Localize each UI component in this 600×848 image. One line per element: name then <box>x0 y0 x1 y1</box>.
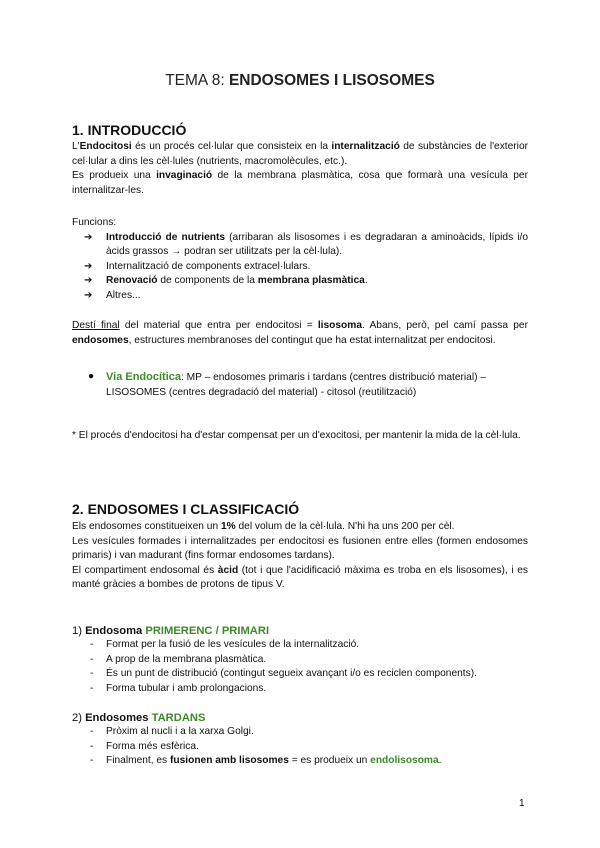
funcions-label: Funcions: <box>72 217 117 228</box>
list-item: - A prop de la membrana plasmàtica. <box>90 653 267 665</box>
tardans-list <box>72 725 528 769</box>
list-item: ➔ Introducció de nutrients (arribaran als lisosomes i es degradaran a aminoàcids, lípids i/o àcids grassos → podran ser utilitzats per la cèl·lula). <box>84 231 528 258</box>
list-item: - Pròxim al nucli i a la xarxa Golgi. <box>90 726 254 737</box>
list-item: - Forma més esfèrica. <box>90 740 199 752</box>
paragraph-acid: El compartiment endosomal és àcid (tot i que l'acidificació màxima es troba en els lisosomes), i es manté gràcies a bombes de protons de tipus V. <box>72 564 528 591</box>
list-item: - És un punt de distribució (contingut segueix avançant i/o es reciclen components). <box>90 668 477 680</box>
arrow-icon: ➔ <box>84 275 93 287</box>
paragraph-endocitosi: L'Endocitosi és un procés cel·lular que consisteix en la internalització de substàncies de l'exterior cel·lular a dins les cèl·lules (nutrients, macromolècules, etc.). <box>72 141 528 167</box>
paragraph-vesicules: Les vesícules formades i internalitzades per endocitosi es fusionen entre elles (formen endosomes primaris) i van madurant (fins formar endosomes tardans). <box>72 535 528 562</box>
subsection-primerenc-heading: 1) Endosoma PRIMERENC / PRIMARI <box>72 625 270 637</box>
arrow-icon: ➔ <box>84 289 93 301</box>
section-1-heading: 1. INTRODUCCIÓ <box>72 122 187 138</box>
list-item: - Format per la fusió de les vesícules de la internalització. <box>90 639 360 650</box>
endocitosi-note: * El procés d'endocitosi ha d'estar compensat per un d'exocitosi, per mantenir la mida de la cèl·lula. <box>72 430 521 441</box>
funcions-block <box>72 216 528 304</box>
subsection-tardans-heading: 2) Endosomes TARDANS <box>72 712 206 724</box>
list-item: ➔ Renovació de components de la membrana plasmàtica. <box>72 274 528 289</box>
paragraph-desti-final: Destí final del material que entra per endocitosi = lisosoma. Abans, però, pel camí passa per endosomes, estructures membranoses del contingut que ha estat internalitzat per endocitosi. <box>72 320 528 346</box>
list-item: ➔ Altres... <box>72 289 528 304</box>
page-title: TEMA 8: ENDOSOMES I LISOSOMES <box>165 72 435 89</box>
section-2-heading: 2. ENDOSOMES I CLASSIFICACIÓ <box>72 501 300 517</box>
desti-final-block <box>72 319 528 348</box>
subsection-primerenc <box>72 625 528 696</box>
list-item: - Forma tubular i amb prolongacions. <box>90 682 267 694</box>
via-endocitica-block <box>72 370 528 400</box>
funcions-list <box>72 231 528 304</box>
paragraph-invaginacio: Es produeix una invaginació de la membrana plasmàtica, cosa que formarà una vesícula per internalitzar-les. <box>72 170 528 196</box>
list-item: ● Via Endocítica: MP – endosomes primaris i tardans (centres distribució material) – LISOSOMES (centres degradació del material) - citosol (reutilització) <box>88 371 486 398</box>
arrow-icon: ➔ <box>84 260 93 272</box>
subsection-tardans <box>72 712 528 769</box>
primerenc-list <box>72 638 528 696</box>
section-2-body <box>72 520 528 593</box>
bullet-icon: ● <box>88 371 95 382</box>
list-item: - Finalment, es fusionen amb lisosomes = es produeix un endolisosoma. <box>90 755 442 767</box>
page-number: 1 <box>519 798 525 809</box>
section-1-body <box>72 140 528 198</box>
paragraph-volum: Els endosomes constitueixen un 1% del volum de la cèl·lula. N'hi ha uns 200 per cèl. <box>72 521 455 532</box>
arrow-icon: ➔ <box>84 231 93 243</box>
list-item: ➔ Internalització de components extracel·lulars. <box>72 260 528 275</box>
